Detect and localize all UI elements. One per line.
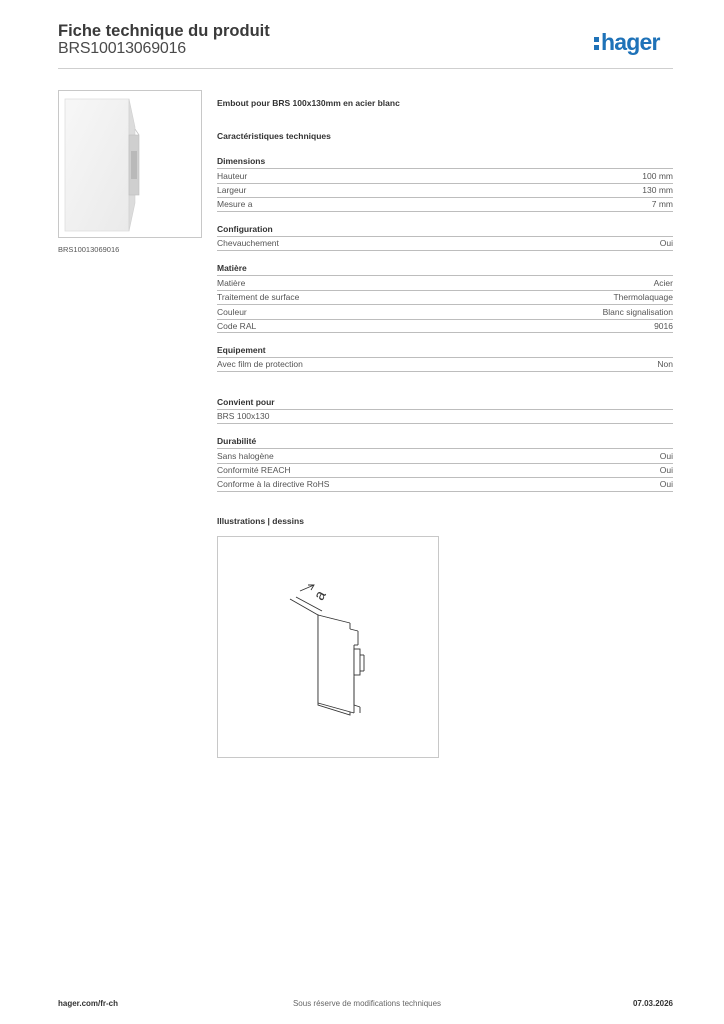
- spec-value: Oui: [659, 450, 673, 461]
- spec-value: Acier: [653, 277, 673, 288]
- spec-row: [217, 168, 673, 183]
- spec-label: Code RAL: [217, 320, 257, 331]
- spec-value: 9016: [654, 320, 673, 331]
- section-title: Configuration: [217, 224, 273, 234]
- dimension-drawing: [218, 537, 438, 757]
- section-title: Durabilité: [217, 436, 257, 446]
- spec-value: Non: [657, 359, 673, 370]
- section-title: Equipement: [217, 345, 266, 355]
- spec-row: [217, 290, 673, 305]
- product-reference: BRS10013069016: [58, 40, 186, 57]
- section-sustainability: [217, 434, 673, 492]
- section-title: Dimensions: [217, 156, 266, 166]
- characteristics-heading: Caractéristiques techniques: [217, 131, 331, 141]
- section-title: Convient pour: [217, 397, 275, 407]
- spec-label: Sans halogène: [217, 450, 274, 461]
- product-image-caption: BRS10013069016: [58, 245, 120, 254]
- page-title: Fiche technique du produit: [58, 22, 270, 40]
- spec-row: [217, 197, 673, 212]
- spec-label: Chevauchement: [217, 238, 279, 249]
- dimension-label: a: [310, 587, 330, 604]
- spec-value: Thermolaquage: [613, 292, 673, 303]
- illustrations-heading: Illustrations | dessins: [217, 516, 304, 526]
- footer-website[interactable]: hager.com/fr-ch: [58, 999, 119, 1008]
- spec-value: 7 mm: [651, 199, 673, 210]
- spec-label: Hauteur: [217, 170, 248, 181]
- spec-label: Mesure a: [217, 199, 253, 210]
- spec-label: Couleur: [217, 306, 247, 317]
- section-title: Matière: [217, 263, 247, 273]
- spec-label: Conformité REACH: [217, 465, 291, 476]
- header-divider: [58, 68, 673, 69]
- footer-date: 07.03.2026: [632, 999, 673, 1008]
- spec-value: Oui: [659, 479, 673, 490]
- logo-dot-bottom: [594, 45, 599, 50]
- spec-value: 130 mm: [642, 185, 673, 196]
- spec-value: 100 mm: [642, 170, 673, 181]
- section-configuration: [217, 222, 673, 251]
- spec-value: Oui: [659, 238, 673, 249]
- spec-rows: [217, 448, 673, 492]
- hager-logo: [593, 28, 675, 58]
- spec-row: [217, 275, 673, 290]
- illustration-frame: [217, 536, 439, 758]
- spec-rows: [217, 409, 673, 424]
- spec-label: Traitement de surface: [217, 292, 300, 303]
- spec-row: [217, 357, 673, 372]
- spec-rows: [217, 236, 673, 251]
- spec-row: [217, 236, 673, 251]
- section-material: [217, 261, 673, 333]
- spec-row: [217, 319, 673, 334]
- spec-label: Avec film de protection: [217, 359, 303, 370]
- spec-label: Conforme à la directive RoHS: [217, 479, 330, 490]
- spec-rows: [217, 357, 673, 372]
- spec-row: [217, 448, 673, 463]
- spec-row: [217, 477, 673, 492]
- logo-dot-top: [594, 37, 599, 42]
- spec-label: Matière: [217, 277, 246, 288]
- spec-value: Blanc signalisation: [602, 306, 673, 317]
- product-image: [59, 91, 201, 237]
- footer-disclaimer: Sous réserve de modifications techniques: [292, 999, 442, 1008]
- section-dimensions: [217, 154, 673, 212]
- spec-rows: [217, 275, 673, 333]
- spec-rows: [217, 168, 673, 212]
- spec-row: [217, 183, 673, 198]
- section-compatible-with: [217, 395, 673, 424]
- product-image-frame: [58, 90, 202, 238]
- spec-label: BRS 100x130: [217, 411, 270, 422]
- spec-row: [217, 463, 673, 478]
- spec-row: [217, 409, 673, 424]
- section-equipment: [217, 343, 673, 372]
- product-name: Embout pour BRS 100x130mm en acier blanc: [217, 98, 400, 108]
- spec-row: [217, 304, 673, 319]
- spec-value: Oui: [659, 465, 673, 476]
- spec-label: Largeur: [217, 185, 247, 196]
- logo-text: hager: [601, 29, 660, 55]
